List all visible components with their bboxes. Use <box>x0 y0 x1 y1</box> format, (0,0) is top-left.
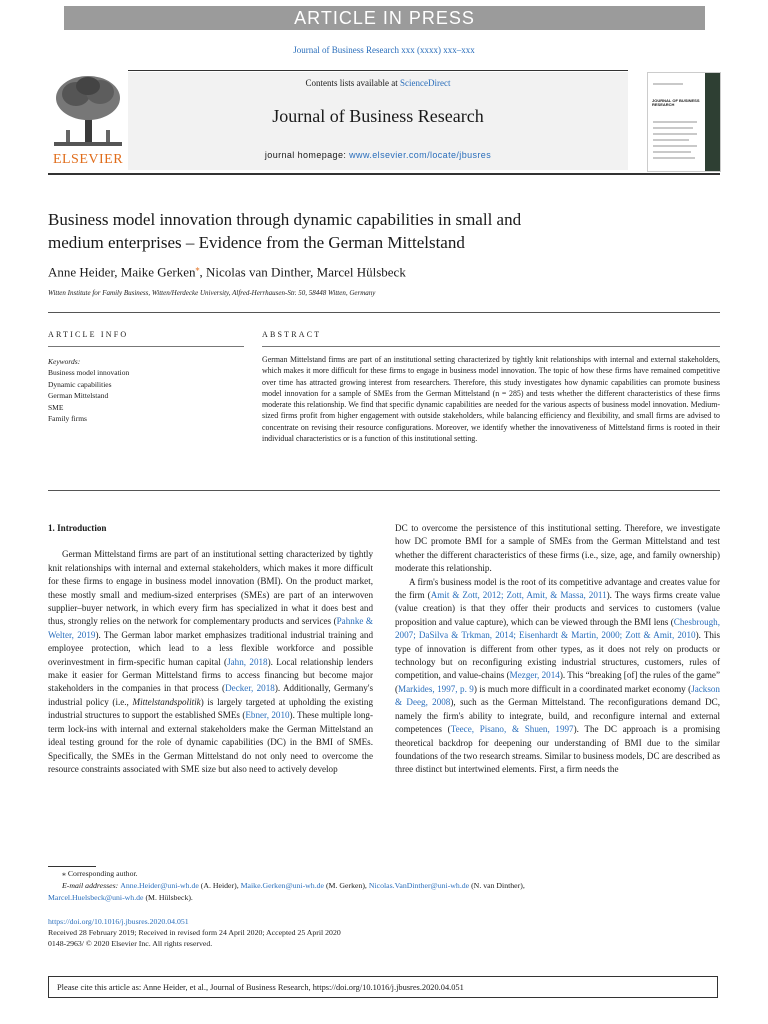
journal-homepage-link[interactable]: www.elsevier.com/locate/jbusres <box>349 150 492 160</box>
cover-title: JOURNAL OF BUSINESS RESEARCH <box>652 98 700 107</box>
article-in-press-banner: ARTICLE IN PRESS <box>64 6 705 30</box>
author-list: Anne Heider, Maike Gerken⁎, Nicolas van Dinther, Marcel Hülsbeck <box>48 264 406 280</box>
body-column-right <box>395 522 720 777</box>
citation-link[interactable]: Ebner, 2010 <box>245 710 290 721</box>
copyright: 0148-2963/ © 2020 Elsevier Inc. All rights reserved. <box>48 939 213 948</box>
abstract-text: German Mittelstand firms are part of an institutional setting characterized by tightly knit relationships with internal and external stakeholders, which makes it more difficult for these firms to engage in business model innovation. The topic of how these firms have remained competitive over time has attracted growing interest from researchers. Therefore, this study investigates how dynamic capabilities can promote business model innovation for a sample of SMEs from the German Mittelstand (n = 285) and tests whether the different characteristics of these firms moderate this relationship. We find that specific dynamic capabilities are needed for the various aspects of business model innovation. Medium-sized firms profit from higher engagement with outside stakeholders, while balancing efficiency and flexibility, and small firms are advised to concentrate on revising their resource configurations. Moreover, we identify whether the innovativeness of Mittelstand firms is rooted in their individual characteristics or is a function of this institutional setting. <box>262 355 720 444</box>
divider <box>262 346 720 347</box>
journal-title: Journal of Business Research <box>272 106 484 126</box>
article-title: Business model innovation through dynamic capabilities in small and medium enterprises – Evidence from the German Mittelstand <box>48 210 522 252</box>
citation-link[interactable]: Markides, 1997, p. 9 <box>398 683 474 694</box>
elsevier-logo <box>48 72 128 167</box>
italic-term: Mittelstandspolitik <box>132 696 201 707</box>
corresponding-author-mark[interactable]: ⁎ <box>195 264 200 273</box>
paragraph: A firm's business model is the root of its competitive advantage and creates value for the firm (Amit & Zott, 2012; Zott, Amit, & Massa, 2011). The ways firms create value (value creation) is that they offer their products and services to customers (value proposition and value capture), which can be viewed through the BMI lens (Chesbrough, 2007; DaSilva & Trkman, 2014; Eisenhardt & Martin, 2000; Zott & Amit, 2010). This type of innovation is different from other types, as it does not rely on products or technology but on reconfiguring existing industrial structures, customers, rules of competition, and value-chains (Mezger, 2014). This “breaking [of] the rules of the game” (Markides, 1997, p. 9) is much more difficult in a coordinated market economy (Jackson & Deeg, 2008), such as the German Mittelstand. The reconfigurations demand DC, namely the firm's ability to integrate, build, and reconfigure internal and external competences (Teece, Pisano, & Shuen, 1997). The DC approach is a promising theoretical backdrop for deepening our understanding of BMI due to the similar foundations of the two research streams. Similar to business models, DC are described as three distinct but intertwined elements. First, a firm needs the <box>395 576 720 775</box>
divider <box>48 490 720 491</box>
citation-link[interactable]: Jackson & Deeg, 2008 <box>395 683 720 708</box>
doi-link[interactable]: https://doi.org/10.1016/j.jbusres.2020.04.051 <box>48 917 189 926</box>
citation-link[interactable]: Teece, Pisano, & Shuen, 1997 <box>450 724 574 735</box>
author-affiliation: Witten Institute for Family Business, Witten/Herdecke University, Alfred-Herrhausen-Str. 50, 58448 Witten, Germany <box>48 289 376 297</box>
body-column-left <box>48 522 373 776</box>
citation-link[interactable]: Chesbrough, 2007; DaSilva & Trkman, 2014; Eisenhardt & Martin, 2000; Zott & Amit, 2010 <box>395 616 720 641</box>
citation-link[interactable]: Jahn, 2018 <box>227 656 268 667</box>
divider <box>48 346 244 347</box>
citation-link[interactable]: Amit & Zott, 2012; Zott, Amit, & Massa, 2011 <box>430 590 607 601</box>
keyword: Business model innovation <box>48 368 130 378</box>
journal-homepage-line: journal homepage: www.elsevier.com/locate/jbusres <box>264 150 492 160</box>
footnotes <box>48 868 720 904</box>
publication-info <box>48 916 720 949</box>
journal-header-box <box>128 72 628 170</box>
article-info-heading: ARTICLE INFO <box>48 330 129 339</box>
keyword: SME <box>48 402 64 412</box>
received-dates: Received 28 February 2019; Received in revised form 24 April 2020; Accepted 25 April 2020 <box>48 928 341 937</box>
elsevier-wordmark: ELSEVIER <box>52 152 124 167</box>
footnote-rule <box>48 866 96 867</box>
citation-link[interactable]: Pahnke & Welter, 2019 <box>48 616 373 640</box>
keyword: German Mittelstand <box>48 391 109 401</box>
citation-link[interactable]: Mezger, 2014 <box>509 670 560 681</box>
keywords-list <box>48 356 248 424</box>
email-addresses: E-mail addresses: Anne.Heider@uni-wh.de (A. Heider), Maike.Gerken@uni-wh.de (M. Gerken), Nicolas.VanDinther@uni-wh.de (N. van Dinther), <box>62 881 525 890</box>
keyword: Family firms <box>48 414 87 424</box>
abstract-heading: ABSTRACT <box>262 330 322 339</box>
paragraph: German Mittelstand firms are part of an institutional setting characterized by tightly knit relationships with internal and external stakeholders, which makes it more difficult for these firms to engage in business model innovation (BMI). On the product market, these mostly small and medium-sized enterprises (SMEs) are part of an interwoven supplier–buyer network, in which every firm has specialized in what it does best and thus, strongly relies on the network for complementary products and services (Pahnke & Welter, 2019). The German labor market emphasizes traditional industrial training and employee protection, which lead to a less flexible workforce and possible overinvestment in firm-specific human capital (Jahn, 2018). Local relationship lenders make it easier for German Mittelstand firms to access financing but become major stakeholders in the companies in that process (Decker, 2018). Additionally, Germany's industrial policy (i.e., Mittelstandspolitik) is largely targeted at upholding the existing industrial structures to support the established SMEs (Ebner, 2010). These multiple long-term lock-ins with internal and external stakeholders make the German Mittelstand an ideal testing ground for the role of dynamic capabilities (DC) in the BMI of SMEs. Specifically, the SMEs in the German Mittelstand do not only need to overcome the resource constraints associated with SME size but also need to actively develop <box>48 549 374 774</box>
email-link[interactable]: Nicolas.VanDinther@uni-wh.de <box>368 881 470 890</box>
elsevier-tree-icon <box>48 72 128 152</box>
email-addresses-cont: Marcel.Huelsbeck@uni-wh.de (M. Hülsbeck). <box>48 893 193 902</box>
sciencedirect-link[interactable]: ScienceDirect <box>400 78 451 88</box>
email-link[interactable]: Anne.Heider@uni-wh.de <box>120 881 199 890</box>
journal-reference-link[interactable]: Journal of Business Research xxx (xxxx) xxx–xxx <box>293 45 475 55</box>
citation-box: Please cite this article as: Anne Heider, et al., Journal of Business Research, https://doi.org/10.1016/j.jbusres.2020.04.051 <box>48 976 718 998</box>
divider <box>48 312 720 313</box>
email-link[interactable]: Maike.Gerken@uni-wh.de <box>240 881 325 890</box>
contents-available-line: Contents lists available at ScienceDirect <box>305 78 451 88</box>
corresponding-author-note: ⁎ Corresponding author. <box>62 869 138 878</box>
journal-cover-thumbnail <box>647 72 721 172</box>
email-link[interactable]: Marcel.Huelsbeck@uni-wh.de <box>48 893 144 902</box>
header-top-rule <box>128 70 628 71</box>
keyword: Dynamic capabilities <box>48 379 112 389</box>
cover-color-strip <box>705 73 720 171</box>
citation-link[interactable]: Decker, 2018 <box>225 683 275 694</box>
section-heading: 1. Introduction <box>48 523 107 533</box>
paragraph: DC to overcome the persistence of this institutional setting. Therefore, we investigate how DC promote BMI for a sample of SMEs from the German Mittelstand and test whether the different characteristics of these firms (i.e., size, age, and family ownership) moderate this relationship. <box>395 523 720 574</box>
keywords-label: Keywords: <box>48 357 81 366</box>
header-bottom-rule <box>48 173 720 175</box>
